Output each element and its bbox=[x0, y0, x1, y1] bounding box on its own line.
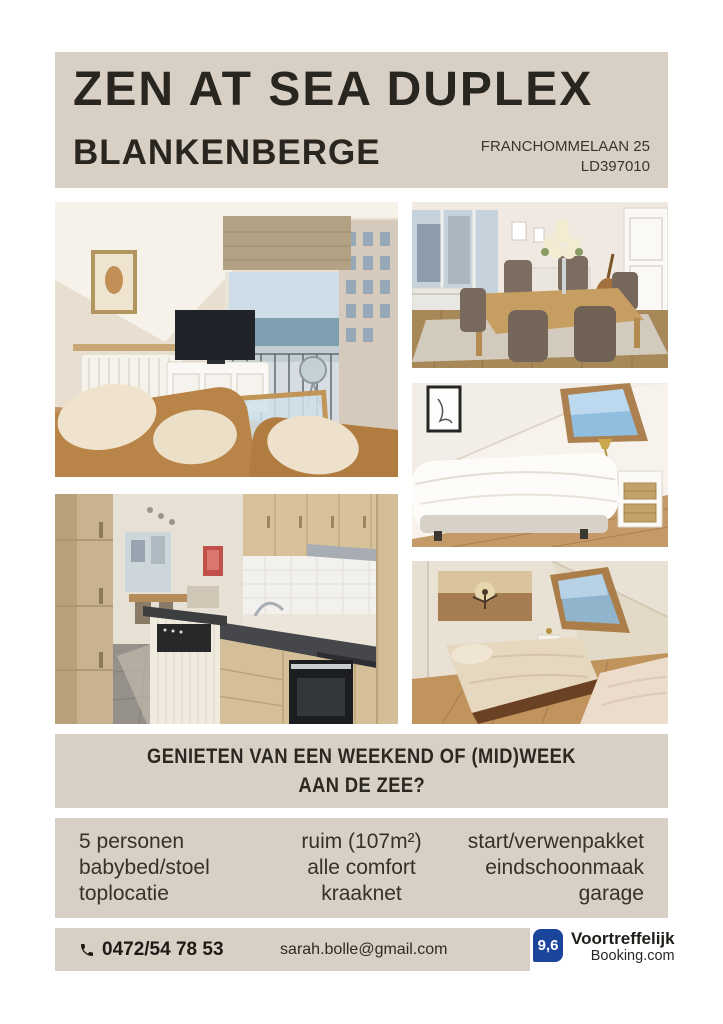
phone-contact bbox=[79, 939, 224, 961]
phone-number: 0472/54 78 53 bbox=[102, 938, 224, 960]
feature-item: toplocatie bbox=[79, 882, 169, 905]
features-column-left bbox=[79, 829, 267, 918]
tagline-line2: AAN DE ZEE? bbox=[298, 774, 425, 797]
bedroom-attic-illustration bbox=[412, 561, 668, 724]
address-block bbox=[481, 134, 650, 177]
photo-bedroom-master bbox=[412, 383, 668, 547]
header-row bbox=[73, 134, 650, 177]
feature-item: garage bbox=[578, 882, 644, 905]
tagline-panel bbox=[55, 734, 668, 808]
rating-label: Voortreffelijk bbox=[571, 929, 675, 948]
photo-dining-room bbox=[412, 202, 668, 368]
feature-item: 5 personen bbox=[79, 830, 185, 853]
header-panel bbox=[55, 52, 668, 188]
email-address: sarah.bolle@gmail.com bbox=[280, 940, 448, 958]
tagline-line1: GENIETEN VAN EEN WEEKEND OF (MID)WEEK bbox=[147, 745, 576, 768]
feature-item: alle comfort bbox=[307, 856, 416, 879]
photo-living-room bbox=[55, 202, 398, 477]
kitchen-illustration bbox=[55, 494, 398, 724]
features-column-center bbox=[267, 829, 455, 918]
footer-contact-bar bbox=[55, 928, 530, 971]
feature-item: kraaknet bbox=[321, 882, 402, 905]
feature-item: eindschoonmaak bbox=[485, 856, 644, 879]
feature-item: babybed/stoel bbox=[79, 856, 210, 879]
living-room-illustration bbox=[55, 202, 398, 477]
photo-kitchen bbox=[55, 494, 398, 724]
feature-item: start/verwenpakket bbox=[467, 830, 644, 853]
page-title: ZEN AT SEA DUPLEX bbox=[73, 63, 594, 116]
bedroom-master-illustration bbox=[412, 383, 668, 547]
dining-room-illustration bbox=[412, 202, 668, 368]
phone-icon bbox=[79, 942, 95, 958]
features-column-right bbox=[456, 829, 644, 918]
rating-score-badge: 9,6 bbox=[533, 929, 563, 962]
address-code: LD397010 bbox=[580, 158, 650, 175]
photo-bedroom-attic bbox=[412, 561, 668, 724]
address-street: FRANCHOMMELAAN 25 bbox=[480, 138, 650, 155]
feature-item: ruim (107m²) bbox=[301, 830, 422, 853]
city-subtitle: BLANKENBERGE bbox=[73, 133, 381, 172]
features-panel bbox=[55, 818, 668, 918]
booking-rating bbox=[533, 929, 675, 965]
rating-source: Booking.com bbox=[590, 948, 675, 964]
rating-text-block bbox=[571, 929, 675, 965]
